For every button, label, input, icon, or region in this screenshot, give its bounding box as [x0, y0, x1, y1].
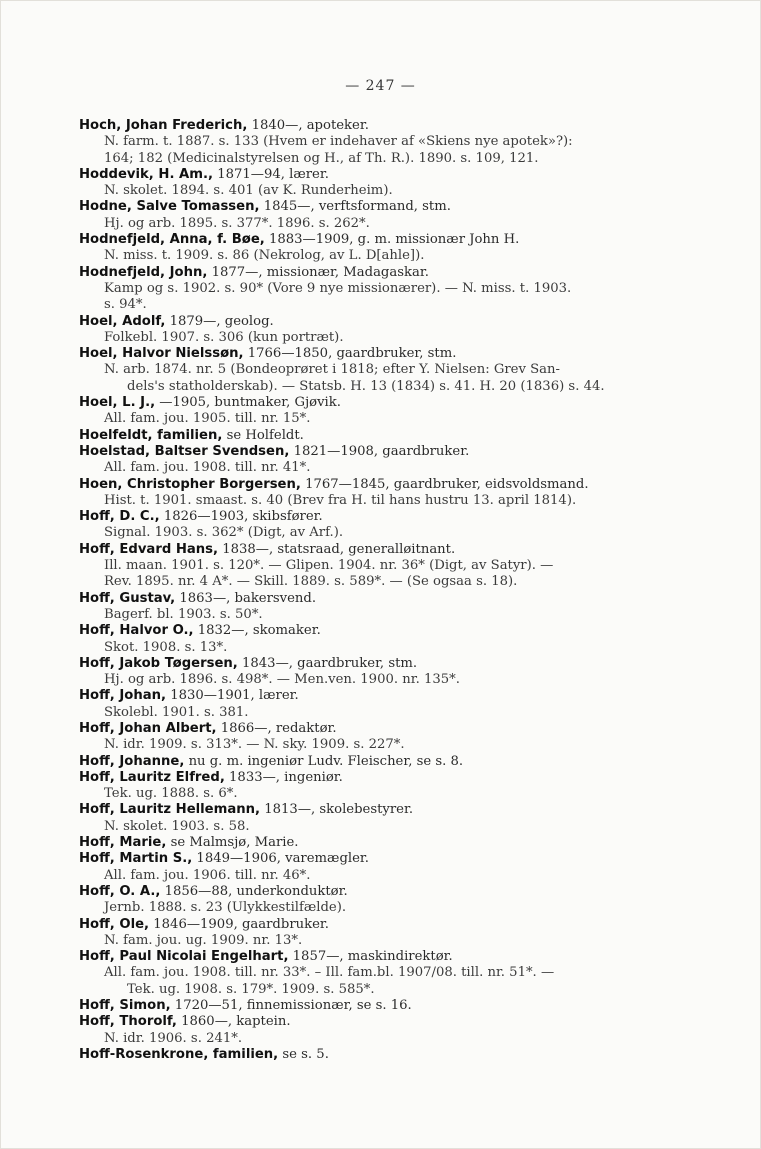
entry	[79, 688, 679, 721]
entry-heading	[79, 770, 679, 786]
entry-description: 1813—, skolebestyrer.	[260, 802, 414, 818]
entry-heading	[79, 118, 679, 134]
entry-reference: N. skolet. 1894. s. 401 (av K. Runderheim).	[104, 183, 393, 199]
entry-name: Hoel, Halvor Nielssøn,	[79, 346, 244, 362]
entry-name: Hoelfeldt, familien,	[79, 427, 223, 443]
entry-heading	[79, 509, 679, 525]
entry-reference: Hj. og arb. 1896. s. 498*. — Men.ven. 1900. nr. 135*.	[104, 672, 460, 688]
entry-description: 1830—1901, lærer.	[166, 688, 299, 704]
entry-reference: N. fam. jou. ug. 1909. nr. 13*.	[104, 932, 303, 948]
entry-heading	[79, 1014, 679, 1030]
entry-name: Hoelstad, Baltser Svendsen,	[79, 443, 290, 459]
entry-heading	[79, 949, 679, 965]
entry-name: Hoff, Edvard Hans,	[79, 541, 219, 557]
entry-description: 1843—, gaardbruker, stm.	[237, 655, 418, 671]
entry-reference-continued: Tek. ug. 1908. s. 179*. 1909. s. 585*.	[127, 981, 375, 997]
entry-heading	[79, 477, 679, 493]
entry	[79, 623, 679, 656]
entry-heading	[79, 721, 679, 737]
entry	[79, 917, 679, 950]
entry-name: Hodnefjeld, John,	[79, 264, 208, 280]
entry-reference: N. farm. t. 1887. s. 133 (Hvem er indehaver af «Skiens nye apotek»?):	[104, 134, 573, 150]
entry-reference: N. miss. t. 1909. s. 86 (Nekrolog, av L. D[ahle]).	[104, 248, 425, 264]
entry-reference: Hj. og arb. 1895. s. 377*. 1896. s. 262*.	[104, 215, 370, 231]
entry-description: 1826—1903, skibsfører.	[159, 509, 323, 525]
entry	[79, 802, 679, 835]
entry	[79, 346, 679, 395]
entry-name: Hoel, Adolf,	[79, 313, 166, 329]
entry-heading	[79, 314, 679, 330]
entry-description: 1845—, verftsformand, stm.	[259, 199, 451, 215]
entry-reference: All. fam. jou. 1908. till. nr. 33*. – Ill. fam.bl. 1907/08. till. nr. 51*. —	[104, 965, 555, 981]
entry-name: Hoff, D. C.,	[79, 509, 160, 525]
entry-name: Hoff, Ole,	[79, 916, 150, 932]
entry	[79, 477, 679, 510]
entry	[79, 428, 679, 444]
entry-reference: All. fam. jou. 1905. till. nr. 15*.	[104, 411, 311, 427]
entry-description: 1856—88, underkonduktør.	[160, 883, 348, 899]
entry	[79, 167, 679, 200]
entry-name: Hoff, Gustav,	[79, 590, 176, 606]
entry-heading	[79, 802, 679, 818]
entry-name: Hoff, Johan,	[79, 688, 167, 704]
entry-name: Hoff, Lauritz Hellemann,	[79, 802, 261, 818]
entry-description: 1767—1845, gaardbruker, eidsvoldsmand.	[300, 476, 589, 492]
entry-description: 1871—94, lærer.	[213, 166, 329, 182]
entry-heading	[79, 265, 679, 281]
entry	[79, 835, 679, 851]
entry	[79, 395, 679, 428]
entry-name: Hoff, Johanne,	[79, 753, 185, 769]
entry-name: Hoen, Christopher Borgersen,	[79, 476, 301, 492]
entry-heading	[79, 754, 679, 770]
entry-reference: Skolebl. 1901. s. 381.	[104, 704, 249, 720]
entry-heading	[79, 884, 679, 900]
entry-heading	[79, 444, 679, 460]
entry-description: 1877—, missionær, Madagaskar.	[207, 264, 429, 280]
entry-name: Hoch, Johan Frederich,	[79, 118, 248, 133]
entry-heading	[79, 835, 679, 851]
entry-reference: Signal. 1903. s. 362* (Digt, av Arf.).	[104, 525, 344, 541]
entry-name: Hoff, Johan Albert,	[79, 720, 217, 736]
entry-heading	[79, 428, 679, 444]
entry-name: Hoff, Lauritz Elfred,	[79, 769, 225, 785]
entry-name: Hoff, Marie,	[79, 835, 167, 851]
entry-name: Hodne, Salve Tomassen,	[79, 199, 260, 215]
entry	[79, 1047, 679, 1063]
entry-name: Hoddevik, H. Am.,	[79, 166, 214, 182]
entry-description: —1905, buntmaker, Gjøvik.	[155, 395, 341, 411]
entry-description: nu g. m. ingeniør Ludv. Fleischer, se s. 8.	[184, 753, 464, 769]
entry-heading	[79, 851, 679, 867]
entry-description: 1883—1909, g. m. missionær John H.	[264, 232, 520, 248]
entry	[79, 656, 679, 689]
entry-heading	[79, 656, 679, 672]
entry-description: se Malmsjø, Marie.	[166, 835, 299, 851]
entry-description: 1879—, geolog.	[165, 313, 274, 329]
entry-heading	[79, 917, 679, 933]
entry-description: 1866—, redaktør.	[216, 720, 337, 736]
entry-description: 1833—, ingeniør.	[224, 769, 343, 785]
entry-name: Hoel, L. J.,	[79, 395, 156, 411]
entry-description: 1720—51, finnemissionær, se s. 16.	[170, 998, 412, 1014]
entry	[79, 770, 679, 803]
entry-description: 1860—, kaptein.	[176, 1014, 291, 1030]
entry-reference: N. skolet. 1903. s. 58.	[104, 818, 250, 834]
entry-name: Hoff, Halvor O.,	[79, 623, 194, 639]
entry	[79, 1014, 679, 1047]
entry-list	[79, 118, 679, 1063]
entry	[79, 265, 679, 314]
entry-reference: Bagerf. bl. 1903. s. 50*.	[104, 606, 263, 622]
entry	[79, 884, 679, 917]
entry-heading	[79, 199, 679, 215]
entry-reference: N. idr. 1909. s. 313*. — N. sky. 1909. s. 227*.	[104, 737, 405, 753]
entry-description: 1766—1850, gaardbruker, stm.	[243, 346, 457, 362]
entry	[79, 721, 679, 754]
entry-heading	[79, 542, 679, 558]
entry-description: 1857—, maskindirektør.	[288, 949, 453, 965]
entry-heading	[79, 591, 679, 607]
entry-reference: N. idr. 1906. s. 241*.	[104, 1030, 243, 1046]
entry	[79, 949, 679, 998]
entry-reference: s. 94*.	[104, 297, 147, 313]
entry-reference: Skot. 1908. s. 13*.	[104, 639, 228, 655]
entry-description: se s. 5.	[278, 1046, 329, 1062]
entry-name: Hodnefjeld, Anna, f. Bøe,	[79, 232, 265, 248]
entry-reference: Ill. maan. 1901. s. 120*. — Glipen. 1904. nr. 36* (Digt, av Satyr). —	[104, 558, 554, 574]
entry-reference: Jernb. 1888. s. 23 (Ulykkestilfælde).	[104, 900, 347, 916]
entry	[79, 232, 679, 265]
entry	[79, 199, 679, 232]
entry	[79, 851, 679, 884]
entry-heading	[79, 346, 679, 362]
entry-description: 1838—, statsraad, generalløitnant.	[218, 541, 456, 557]
entry-description: 1846—1909, gaardbruker.	[149, 916, 329, 932]
entry-reference: All. fam. jou. 1906. till. nr. 46*.	[104, 867, 311, 883]
entry-name: Hoff, Thorolf,	[79, 1014, 177, 1030]
entry-description: se Holfeldt.	[222, 427, 304, 443]
entry-reference: Folkebl. 1907. s. 306 (kun portræt).	[104, 329, 344, 345]
entry-reference: N. arb. 1874. nr. 5 (Bondeoprøret i 1818; efter Y. Nielsen: Grev San-	[104, 362, 560, 378]
entry-description: 1863—, bakersvend.	[175, 590, 317, 606]
entry-name: Hoff, Martin S.,	[79, 851, 193, 867]
entry	[79, 118, 679, 167]
entry-reference: Kamp og s. 1902. s. 90* (Vore 9 nye missionærer). — N. miss. t. 1903.	[104, 280, 572, 296]
entry-heading	[79, 167, 679, 183]
entry-heading	[79, 1047, 679, 1063]
entry-heading	[79, 623, 679, 639]
entry	[79, 754, 679, 770]
entry-name: Hoff, O. A.,	[79, 883, 161, 899]
entry-description: 1832—, skomaker.	[193, 623, 321, 639]
entry-reference: Rev. 1895. nr. 4 A*. — Skill. 1889. s. 589*. — (Se ogsaa s. 18).	[104, 574, 518, 590]
entry-heading	[79, 998, 679, 1014]
entry-reference: Hist. t. 1901. smaast. s. 40 (Brev fra H. til hans hustru 13. april 1814).	[104, 492, 577, 508]
entry	[79, 542, 679, 591]
entry-name: Hoff, Simon,	[79, 998, 171, 1014]
entry	[79, 591, 679, 624]
entry-name: Hoff-Rosenkrone, familien,	[79, 1046, 279, 1062]
entry-description: 1821—1908, gaardbruker.	[289, 443, 470, 459]
entry-reference: Tek. ug. 1888. s. 6*.	[104, 786, 238, 802]
entry-heading	[79, 232, 679, 248]
entry-name: Hoff, Jakob Tøgersen,	[79, 655, 238, 671]
entry	[79, 444, 679, 477]
entry-name: Hoff, Paul Nicolai Engelhart,	[79, 949, 289, 965]
entry	[79, 314, 679, 347]
entry-heading	[79, 395, 679, 411]
entry	[79, 998, 679, 1014]
entry-reference: All. fam. jou. 1908. till. nr. 41*.	[104, 460, 311, 476]
entry-description: 1849—1906, varemægler.	[192, 851, 369, 867]
page-number: — 247 —	[345, 78, 416, 94]
entry-reference: 164; 182 (Medicinalstyrelsen og H., af Th. R.). 1890. s. 109, 121.	[104, 150, 539, 166]
entry-heading	[79, 688, 679, 704]
entry-reference-continued: dels's statholderskab). — Statsb. H. 13 (1834) s. 41. H. 20 (1836) s. 44.	[127, 378, 605, 394]
entry	[79, 509, 679, 542]
entry-description: 1840—, apoteker.	[247, 118, 369, 133]
